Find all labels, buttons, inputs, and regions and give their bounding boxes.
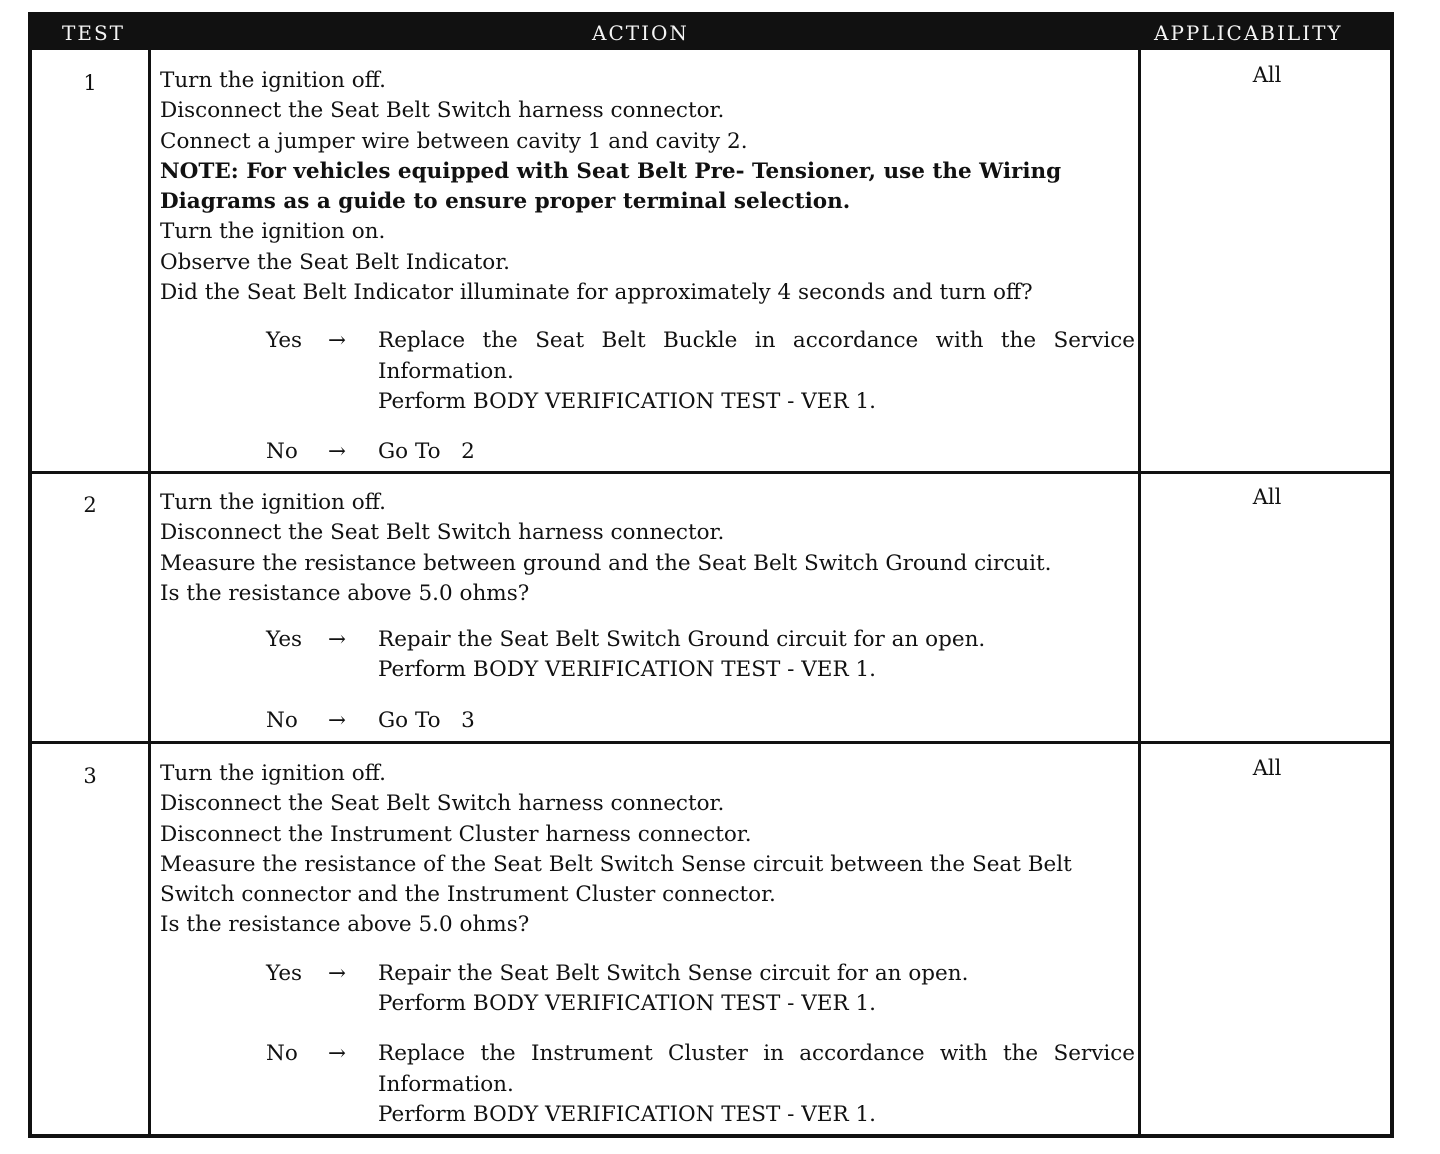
yes-label: Yes — [266, 328, 303, 354]
header-action: ACTION — [592, 21, 689, 45]
yes-outcome — [160, 326, 1135, 417]
arrow-icon: → — [328, 439, 347, 465]
step-text: Turn the ignition off. — [160, 490, 386, 515]
arrow-icon: → — [328, 627, 347, 653]
row-divider — [32, 471, 1390, 474]
applicability-value: All — [1252, 63, 1282, 87]
action-cell — [160, 759, 1135, 1130]
diagnostic-table — [28, 12, 1394, 1138]
no-label: No — [266, 439, 298, 465]
yes-outcome — [160, 625, 1135, 686]
action-cell — [160, 488, 1135, 736]
outcome-text: Go To 2 — [378, 439, 475, 465]
yes-label: Yes — [266, 960, 303, 986]
applicability-value: All — [1252, 756, 1282, 780]
outcome-text: Perform BODY VERIFICATION TEST - VER 1. — [378, 991, 877, 1017]
test-number: 3 — [83, 764, 97, 788]
outcome-text: Perform BODY VERIFICATION TEST - VER 1. — [378, 388, 877, 414]
arrow-icon: → — [328, 960, 347, 986]
outcome-text: Repair the Seat Belt Switch Ground circuit for an open. — [378, 627, 986, 653]
column-divider — [1138, 16, 1141, 1134]
outcome-text: Repair the Seat Belt Switch Sense circuit for an open. — [378, 960, 969, 986]
step-text: Connect a jumper wire between cavity 1 and cavity 2. — [160, 128, 748, 154]
step-text: Observe the Seat Belt Indicator. — [160, 249, 510, 275]
step-text: Disconnect the Seat Belt Switch harness connector. — [160, 520, 725, 546]
step-text: Measure the resistance between ground and the Seat Belt Switch Ground circuit. — [160, 550, 1052, 576]
step-text: Disconnect the Seat Belt Switch harness connector. — [160, 791, 725, 817]
no-outcome — [160, 1039, 1135, 1130]
no-outcome — [160, 437, 1135, 467]
step-text: Did the Seat Belt Indicator illuminate for approximately 4 seconds and turn off? — [160, 280, 1033, 306]
column-divider — [148, 16, 151, 1134]
test-number: 1 — [83, 71, 97, 95]
step-text: Turn the ignition on. — [160, 219, 386, 245]
arrow-icon: → — [328, 1041, 347, 1067]
action-cell — [160, 66, 1135, 468]
yes-label: Yes — [266, 627, 303, 653]
note-text: NOTE: For vehicles equipped with Seat Belt Pre- Tensioner, use the Wiring Diagrams as a guide to ensure proper terminal selection. — [160, 158, 1062, 215]
outcome-text: Go To 3 — [378, 707, 475, 733]
yes-outcome — [160, 959, 1135, 1020]
step-text: Disconnect the Instrument Cluster harness connector. — [160, 821, 752, 847]
no-label: No — [266, 707, 298, 733]
header-test: TEST — [62, 21, 125, 45]
applicability-value: All — [1252, 485, 1282, 509]
outcome-text: Replace the Instrument Cluster in accordance with the Service Information. — [378, 1041, 1135, 1097]
row-divider — [32, 741, 1390, 744]
step-text: Disconnect the Seat Belt Switch harness connector. — [160, 98, 725, 124]
step-text: Turn the ignition off. — [160, 68, 386, 93]
step-text: Turn the ignition off. — [160, 761, 386, 786]
outcome-text: Perform BODY VERIFICATION TEST - VER 1. — [378, 1101, 877, 1127]
step-text: Is the resistance above 5.0 ohms? — [160, 912, 530, 938]
header-applicability: APPLICABILITY — [1154, 21, 1343, 45]
table-header — [32, 16, 1390, 50]
outcome-text: Perform BODY VERIFICATION TEST - VER 1. — [378, 657, 877, 683]
arrow-icon: → — [328, 328, 347, 354]
test-number: 2 — [83, 493, 97, 517]
no-outcome — [160, 706, 1135, 736]
step-text: Measure the resistance of the Seat Belt Switch Sense circuit between the Seat Belt Switch connector and the Instrument Cluster connector. — [160, 851, 1072, 908]
outcome-text: Replace the Seat Belt Buckle in accordance with the Service Information. — [378, 328, 1135, 384]
step-text: Is the resistance above 5.0 ohms? — [160, 580, 530, 606]
no-label: No — [266, 1041, 298, 1067]
arrow-icon: → — [328, 707, 347, 733]
